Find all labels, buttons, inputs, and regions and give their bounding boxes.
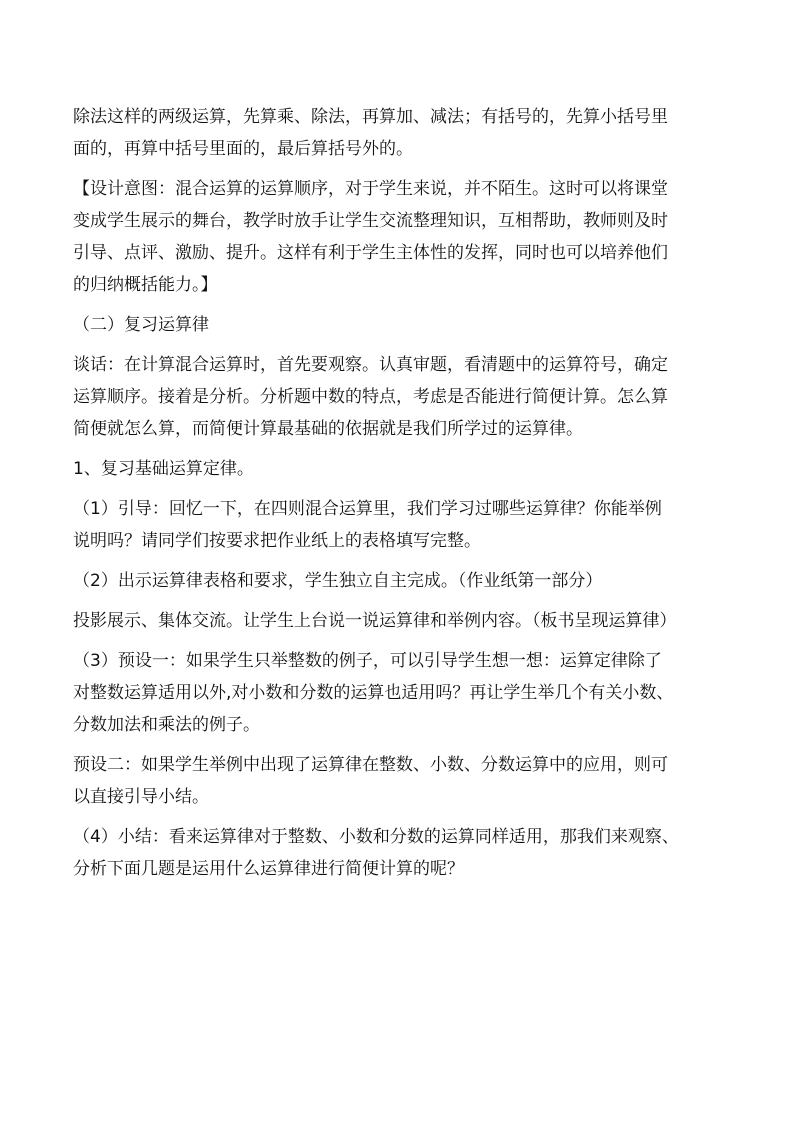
text-line: 1、复习基础运算定律。 [73,459,254,479]
section-heading-review-laws [73,309,728,341]
paragraph-design-intent [73,173,728,301]
text-line: 对整数运算适用以外,对小数和分数的运算也适用吗？再让学生举几个有关小数、 [73,683,674,703]
text-line: 的归纳概括能力。】 [73,275,218,295]
paragraph-preset-two [73,749,728,813]
text-line: （1）引导：回忆一下，在四则混合运算里，我们学习过哪些运算律？你能举例 [73,499,662,519]
paragraph-preset-one [73,645,728,741]
text-line: 以直接引导小结。 [73,787,209,807]
text-line: 分析下面几题是运用什么运算律进行简便计算的呢？ [73,859,464,879]
text-line: 分数加法和乘法的例子。 [73,715,260,735]
text-line: （3）预设一：如果学生只举整数的例子，可以引导学生想一想：运算定律除了 [73,651,662,671]
text-line: 谈话：在计算混合运算时，首先要观察。认真审题，看清题中的运算符号，确定 [73,355,668,375]
paragraph-operation-order [73,101,728,165]
text-line: 说明吗？请同学们按要求把作业纸上的表格填写完整。 [73,531,481,551]
document-page [73,101,728,885]
text-line: 简便就怎么算，而简便计算最基础的依据就是我们所学过的运算律。 [73,419,583,439]
paragraph-guidance [73,493,728,557]
text-line: 运算顺序。接着是分析。分析题中数的特点，考虑是否能进行简便计算。怎么算 [73,387,668,407]
text-line: 投影展示、集体交流。让学生上台说一说运算律和举例内容。（板书呈现运算律） [73,611,677,631]
paragraph-basic-laws [73,453,728,485]
paragraph-projection [73,605,728,637]
text-line: 变成学生展示的舞台，教学时放手让学生交流整理知识，互相帮助，教师则及时 [73,211,668,231]
paragraph-table-task [73,565,728,597]
text-line: （二）复习运算律 [73,315,209,335]
text-line: （2）出示运算律表格和要求，学生独立自主完成。（作业纸第一部分） [73,571,603,591]
text-line: 引导、点评、激励、提升。这样有利于学生主体性的发挥，同时也可以培养他们 [73,243,668,263]
text-line: （4）小结：看来运算律对于整数、小数和分数的运算同样适用，那我们来观察、 [73,827,679,847]
text-line: 预设二：如果学生举例中出现了运算律在整数、小数、分数运算中的应用，则可 [73,755,668,775]
text-line: 【设计意图：混合运算的运算顺序，对于学生来说，并不陌生。这时可以将课堂 [73,179,668,199]
paragraph-discussion [73,349,728,445]
text-line: 面的，再算中括号里面的，最后算括号外的。 [73,139,413,159]
text-line: 除法这样的两级运算，先算乘、除法，再算加、减法；有括号的，先算小括号里 [73,107,668,127]
paragraph-summary [73,821,728,885]
